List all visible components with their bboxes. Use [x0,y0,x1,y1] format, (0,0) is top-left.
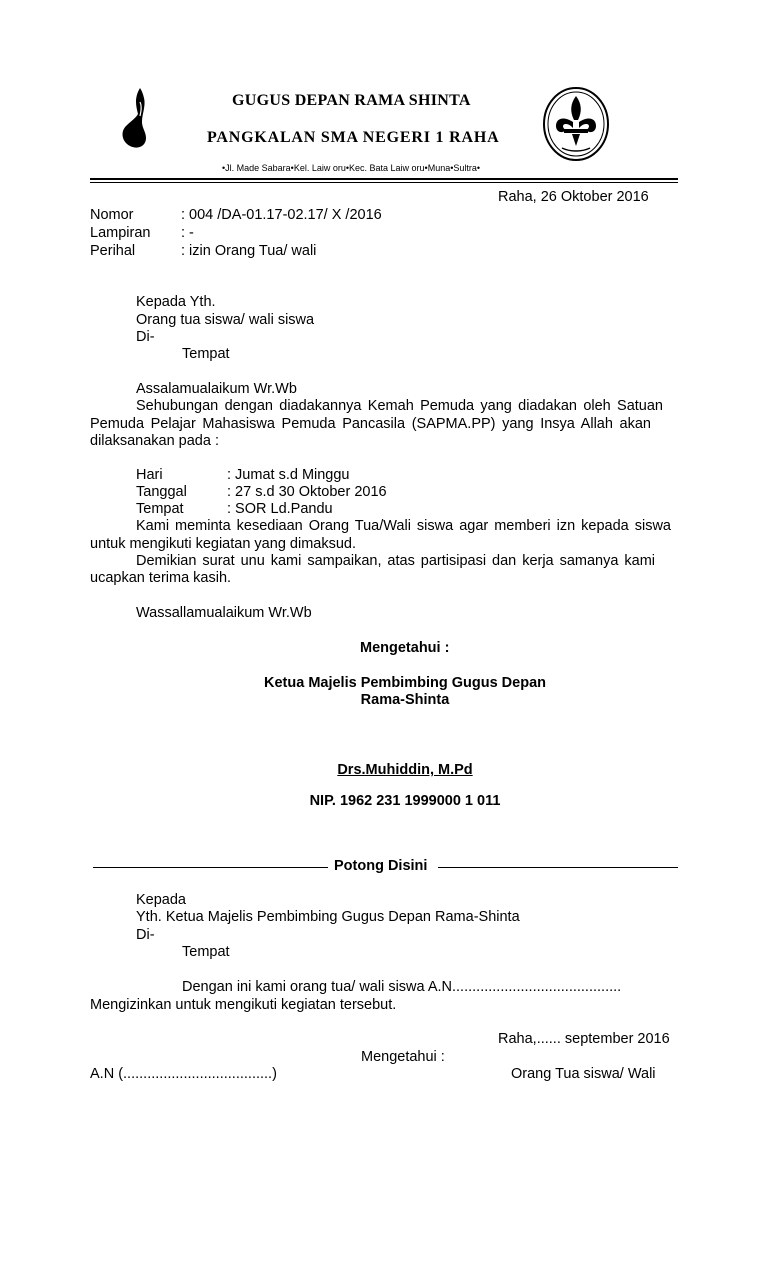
slip-an: A.N (.....................................) [90,1066,277,1082]
header-rule-thin [90,182,678,183]
org-name: GUGUS DEPAN RAMA SHINTA [232,92,471,109]
meta-label-perihal: Perihal [90,243,136,259]
slip-di: Di- [136,927,155,943]
recipient-to: Kepada Yth. [136,294,216,310]
sign-nip: NIP. 1962 231 1999000 1 011 [309,793,501,809]
slip-parent: Orang Tua siswa/ Wali [511,1066,656,1082]
meta-value-nomor: : 004 /DA-01.17-02.17/ X /2016 [181,207,382,223]
slip-to: Kepada [136,892,186,908]
para1-line3: dilaksanakan pada : [90,433,219,449]
slip-line2: Mengizinkan untuk mengikuti kegiatan tersebut. [90,997,397,1013]
detail-label-hari: Hari [136,467,163,483]
para3-line1: Demikian surat unu kami sampaikan, atas partisipasi dan kerja samanya kami [136,553,655,569]
header-rule-thick [90,178,678,180]
slip-place: Tempat [182,944,230,960]
para1-line2: Pemuda Pelajar Mahasiswa Pemuda Pancasila (SAPMA.PP) yang Insya Allah akan [90,416,651,432]
slip-date: Raha,...... september 2016 [498,1031,670,1047]
detail-label-tempat: Tempat [136,501,184,517]
meta-label-nomor: Nomor [90,207,134,223]
recipient-di: Di- [136,329,155,345]
cut-line-left [93,867,328,868]
detail-label-tanggal: Tanggal [136,484,187,500]
slip-line1: Dengan ini kami orang tua/ wali siswa A.N.......................................... [182,979,622,995]
meta-value-lampiran: : - [181,225,194,241]
recipient-place: Tempat [182,346,230,362]
base-name: PANGKALAN SMA NEGERI 1 RAHA [207,129,500,146]
slip-name: Yth. Ketua Majelis Pembimbing Gugus Depan Rama-Shinta [136,909,520,925]
closing: Wassallamualaikum Wr.Wb [136,605,312,621]
recipient-name: Orang tua siswa/ wali siswa [136,312,315,328]
sign-title1: Ketua Majelis Pembimbing Gugus Depan [264,675,546,691]
meta-value-perihal: : izin Orang Tua/ wali [181,243,317,259]
meta-label-lampiran: Lampiran [90,225,151,241]
para2-line2: untuk mengikuti kegiatan yang dimaksud. [90,536,356,552]
scout-emblem-logo [542,86,610,164]
detail-value-tanggal: : 27 s.d 30 Oktober 2016 [227,484,387,500]
sign-known: Mengetahui : [360,640,450,656]
para2-line1: Kami meminta kesediaan Orang Tua/Wali siswa agar memberi izn kepada siswa [136,518,671,534]
sign-name: Drs.Muhiddin, M.Pd [337,762,473,778]
cut-label: Potong Disini [334,858,428,874]
sign-title2: Rama-Shinta [360,692,450,708]
para1-line1: Sehubungan dengan diadakannya Kemah Pemuda yang diadakan oleh Satuan [136,398,663,414]
fleur-flame-logo [116,84,164,154]
detail-value-hari: : Jumat s.d Minggu [227,467,350,483]
para3-line2: ucapkan terima kasih. [90,570,232,586]
slip-known: Mengetahui : [361,1049,445,1065]
letter-date: Raha, 26 Oktober 2016 [498,189,649,205]
cut-line-right [438,867,678,868]
address-line: •Jl. Made Sabara•Kel. Laiw oru•Kec. Bata Laiw oru•Muna•Sultra• [222,163,481,173]
greeting: Assalamualaikum Wr.Wb [136,381,297,397]
detail-value-tempat: : SOR Ld.Pandu [227,501,333,517]
